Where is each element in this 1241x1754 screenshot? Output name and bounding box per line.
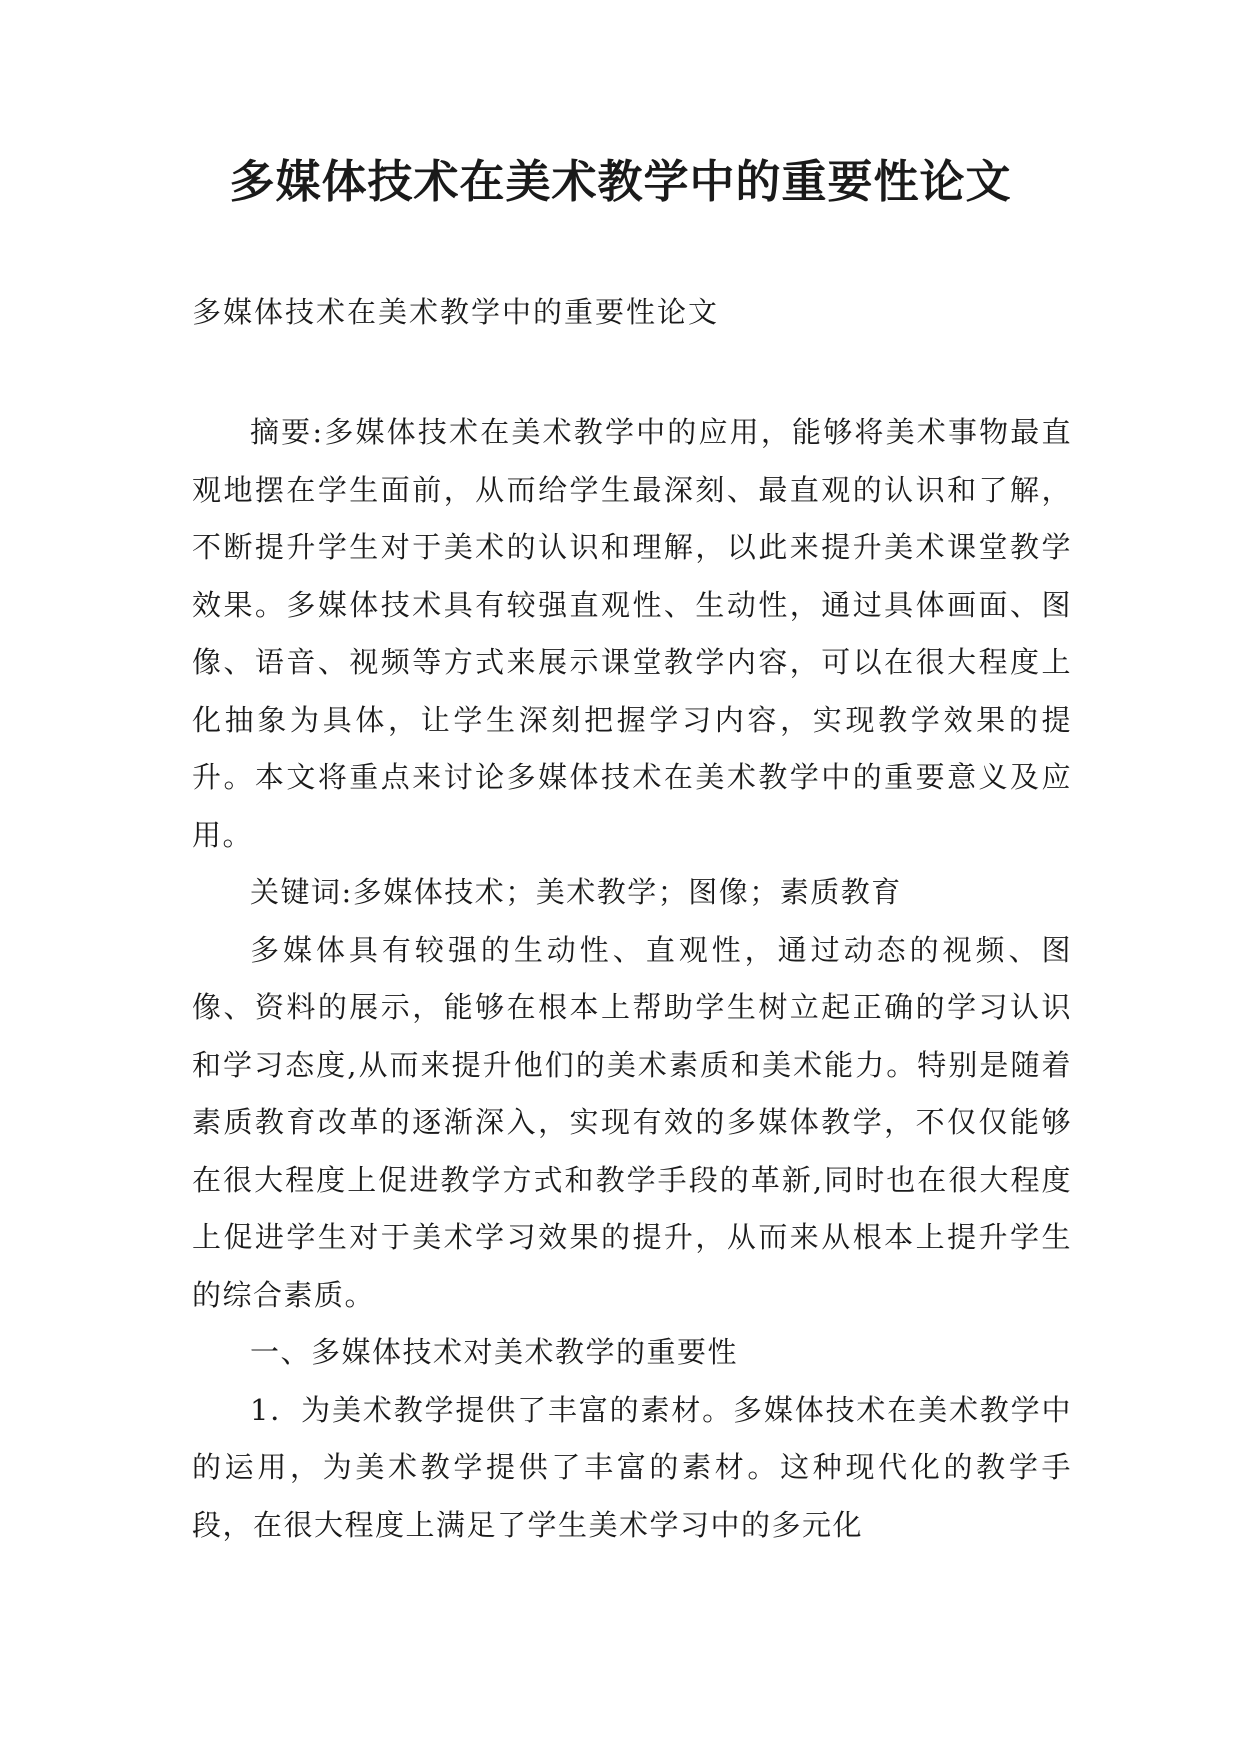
intro-paragraph: 多媒体具有较强的生动性、直观性，通过动态的视频、图像、资料的展示，能够在根本上帮助学生树立起正确的学习认识和学习态度,从而来提升他们的美术素质和美术能力。特别是随着素质教育改革的逐渐深入，实现有效的多媒体教学，不仅仅能够在很大程度上促进教学方式和教学手段的革新,同时也在很大程度上促进学生对于美术学习效果的提升，从而来从根本上提升学生的综合素质。 [192,932,1072,1312]
document-subtitle: 多媒体技术在美术教学中的重要性论文 [192,295,720,329]
body-paragraph: 1．为美术教学提供了丰富的素材。多媒体技术在美术教学中的运用，为美术教学提供了丰富的素材。这种现代化的教学手段，在很大程度上满足了学生美术学习中的多元化 [192,1392,1072,1542]
document-body [192,404,1072,1554]
abstract-paragraph: 摘要:多媒体技术在美术教学中的应用，能够将美术事物最直观地摆在学生面前，从而给学生最深刻、最直观的认识和了解，不断提升学生对于美术的认识和理解，以此来提升美术课堂教学效果。多媒体技术具有较强直观性、生动性，通过具体画面、图像、语音、视频等方式来展示课堂教学内容，可以在很大程度上化抽象为具体，让学生深刻把握学习内容，实现教学效果的提升。本文将重点来讨论多媒体技术在美术教学中的重要意义及应用。 [192,415,1072,852]
document-title: 多媒体技术在美术教学中的重要性论文 [229,155,1012,208]
section-heading: 一、多媒体技术对美术教学的重要性 [250,1335,739,1369]
keywords-paragraph: 关键词:多媒体技术；美术教学；图像；素质教育 [250,875,902,909]
